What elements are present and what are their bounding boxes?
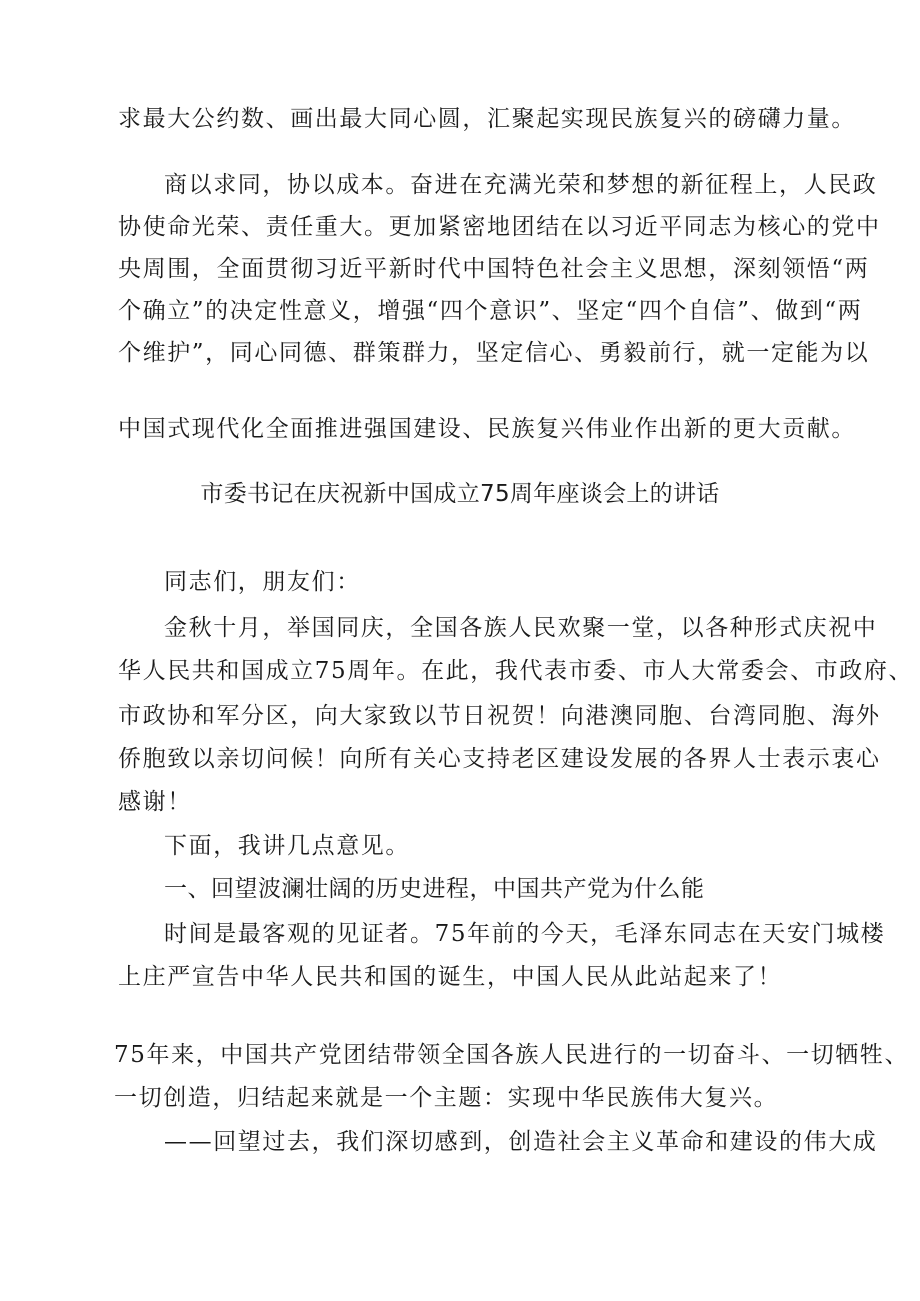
paragraph-line: 一切创造，归结起来就是一个主题：实现中华民族伟大复兴。 [114,1085,779,1111]
paragraph-line: 协使命光荣、责任重大。更加紧密地团结在以习近平同志为核心的党中 [118,214,881,240]
paragraph-line: 求最大公约数、画出最大同心圆，汇聚起实现民族复兴的磅礴力量。 [118,106,856,132]
greeting: 同志们，朋友们： [164,569,361,595]
paragraph-line: ——回望过去，我们深切感到，创造社会主义革命和建设的伟大成 [164,1129,878,1155]
paragraph-line: 上庄严宣告中华人民共和国的诞生，中国人民从此站起来了！ [118,964,783,990]
section-heading: 一、回望波澜壮阔的历史进程，中国共产党为什么能 [164,876,705,902]
paragraph-line: 侨胞致以亲切问候！向所有关心支持老区建设发展的各界人士表示衷心 [118,746,881,772]
paragraph-line: 央周围，全面贯彻习近平新时代中国特色社会主义思想，深刻领悟“两 [118,256,870,282]
speech-title: 市委书记在庆祝新中国成立75周年座谈会上的讲话 [200,481,720,507]
paragraph-line: 金秋十月，举国同庆，全国各族人民欢聚一堂，以各种形式庆祝中 [164,615,878,641]
paragraph-line: 华人民共和国成立75周年。在此，我代表市委、市人大常委会、市政府、 [118,658,914,684]
paragraph-line: 感谢！ [118,789,192,815]
paragraph-line: 个维护”，同心同德、群策群力，坚定信心、勇毅前行，就一定能为以 [118,340,870,366]
paragraph-line: 75年来，中国共产党团结带领全国各族人民进行的一切奋斗、一切牺牲、 [114,1042,910,1068]
paragraph-line: 中国式现代化全面推进强国建设、民族复兴伟业作出新的更大贡献。 [118,416,856,442]
paragraph-line: 市政协和军分区，向大家致以节日祝贺！向港澳同胞、台湾同胞、海外 [118,703,881,729]
paragraph-line: 商以求同，协以成本。奋进在充满光荣和梦想的新征程上，人民政 [164,172,878,198]
paragraph-line: 时间是最客观的见证者。75年前的今天，毛泽东同志在天安门城楼 [164,921,886,947]
intro-line: 下面，我讲几点意见。 [164,833,410,859]
paragraph-line: 个确立”的决定性意义，增强“四个意识”、坚定“四个自信”、做到“两 [118,298,863,324]
